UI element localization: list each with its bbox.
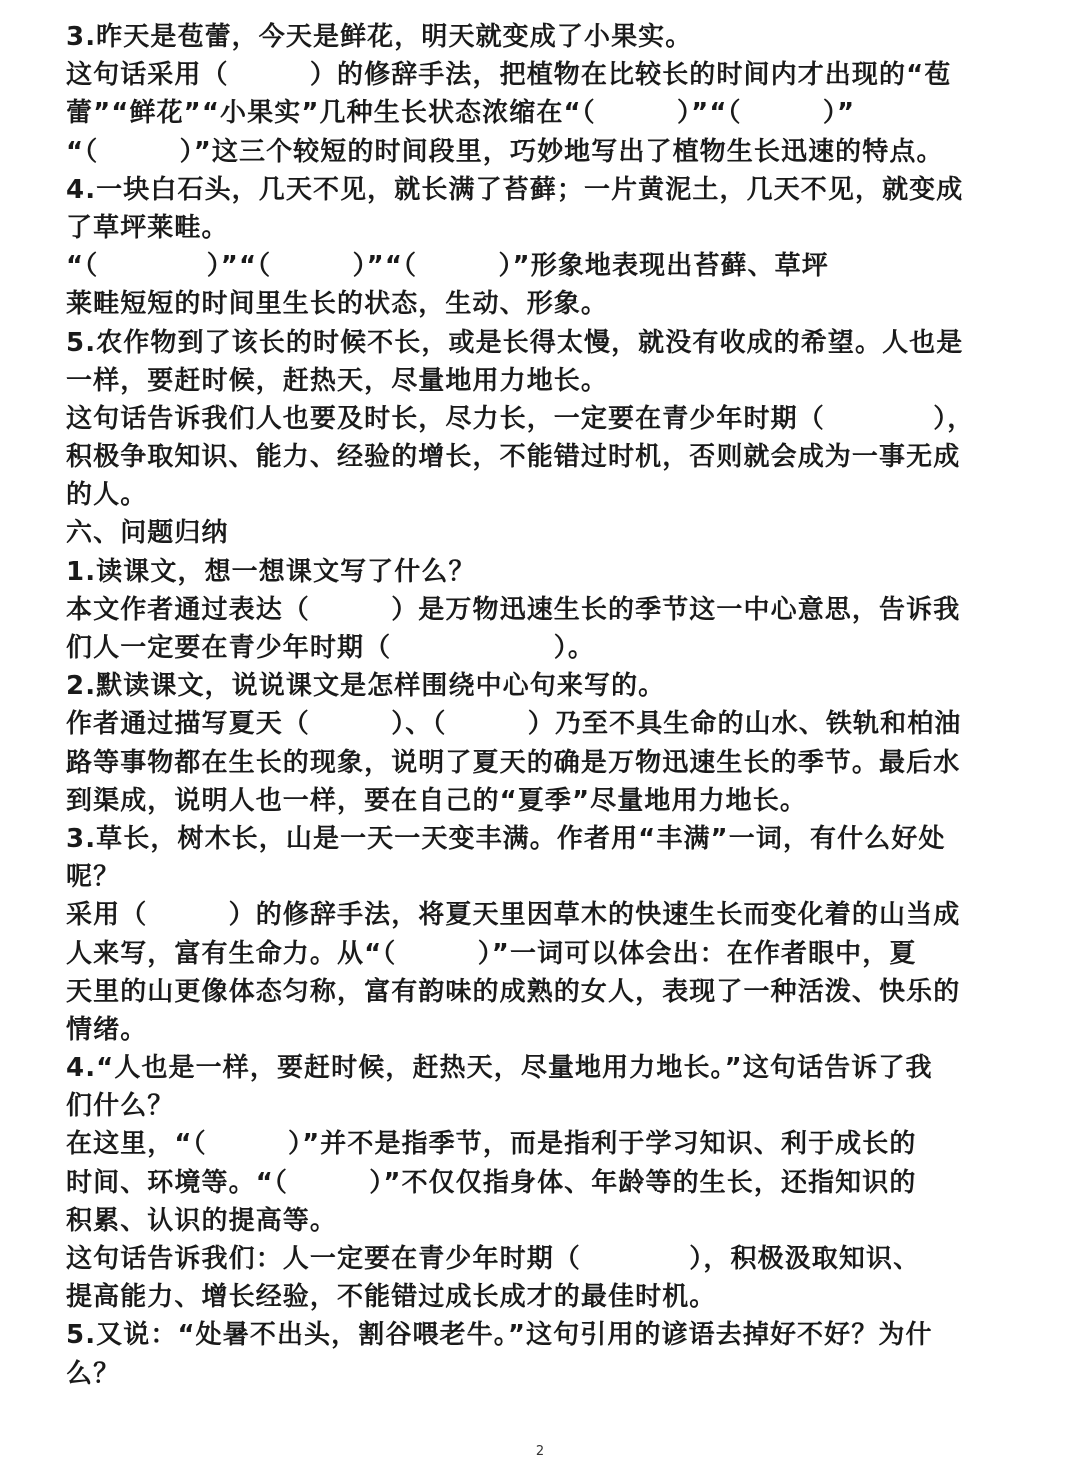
text-line: “（ ）”“（ ）”“（ ）”形象地表现出苔藓、草坪 [66, 251, 829, 282]
page-number: 2 [535, 1444, 545, 1459]
text-line: 5.农作物到了该长的时候不长，或是长得太慢，就没有收成的希望。人也是 [66, 327, 964, 358]
document-body [66, 18, 1016, 1393]
text-line: 六、问题归纳 [66, 518, 229, 549]
text-line: 天里的山更像体态匀称，富有韵味的成熟的女人，表现了一种活泼、快乐的 [66, 976, 961, 1007]
text-line: 积累、认识的提高等。 [66, 1205, 338, 1236]
text-line: 一样，要赶时候，赶热天，尽量地用力地长。 [66, 365, 609, 396]
text-line: 这句话采用（ ）的修辞手法，把植物在比较长的时间内才出现的“苞 [66, 60, 952, 91]
text-line: 本文作者通过表达（ ）是万物迅速生长的季节这一中心意思，告诉我 [66, 594, 961, 625]
text-line: 蕾”“鲜花”“小果实”几种生长状态浓缩在“（ ）”“（ ）” [66, 98, 856, 129]
text-line: 呢？ [66, 862, 121, 893]
text-line: 们什么？ [66, 1091, 175, 1122]
text-line: 的人。 [66, 480, 148, 511]
text-line: 2.默读课文，说说课文是怎样围绕中心句来写的。 [66, 671, 666, 702]
text-line: 提高能力、增长经验，不能错过成长成才的最佳时机。 [66, 1282, 717, 1313]
text-line: 作者通过描写夏天（ ）、（ ）乃至不具生命的山水、铁轨和柏油 [66, 709, 962, 740]
text-line: 情绪。 [66, 1014, 148, 1045]
text-line: 了草坪莱畦。 [66, 212, 229, 243]
text-line: 么？ [66, 1358, 121, 1389]
text-line: 们人一定要在青少年时期（ ）。 [66, 633, 596, 663]
text-line: 4.“人也是一样，要赶时候，赶热天，尽量地用力地长。”这句话告诉了我 [66, 1053, 933, 1084]
text-line: 莱畦短短的时间里生长的状态，生动、形象。 [66, 289, 609, 320]
text-line: 5.又说：“处暑不出头，割谷喂老牛。”这句引用的谚语去掉好不好？为什 [66, 1320, 933, 1351]
text-line: 这句话告诉我们人也要及时长，尽力长，一定要在青少年时期（ ）， [66, 403, 975, 434]
text-line: 路等事物都在生长的现象，说明了夏天的确是万物迅速生长的季节。最后水 [66, 747, 961, 778]
text-line: 3.昨天是苞蕾，今天是鲜花，明天就变成了小果实。 [66, 22, 693, 52]
text-line: 3.草长，树木长，山是一天一天变丰满。作者用“丰满”一词，有什么好处 [66, 823, 946, 854]
text-line: 4.一块白石头，几天不见，就长满了苔藓；一片黄泥土，几天不见，就变成 [66, 174, 964, 205]
text-line: 人来写，富有生命力。从“（ ）”一词可以体会出：在作者眼中，夏 [66, 938, 917, 969]
text-line: 这句话告诉我们：人一定要在青少年时期（ ），积极汲取知识、 [66, 1244, 921, 1274]
text-line: 采用（ ）的修辞手法，将夏天里因草木的快速生长而变化着的山当成 [66, 900, 961, 931]
text-line: 到渠成，说明人也一样，要在自己的“夏季”尽量地用力地长。 [66, 785, 807, 816]
text-line: 1.读课文，想一想课文写了什么？ [66, 556, 476, 587]
text-line: 时间、环境等。“（ ）”不仅仅指身体、年龄等的生长，还指知识的 [66, 1167, 917, 1198]
text-line: “（ ）”这三个较短的时间段里，巧妙地写出了植物生长迅速的特点。 [66, 136, 944, 167]
text-line: 在这里，“（ ）”并不是指季节，而是指利于学习知识、利于成长的 [66, 1129, 917, 1160]
text-line: 积极争取知识、能力、经验的增长，不能错过时机，否则就会成为一事无成 [66, 442, 961, 473]
